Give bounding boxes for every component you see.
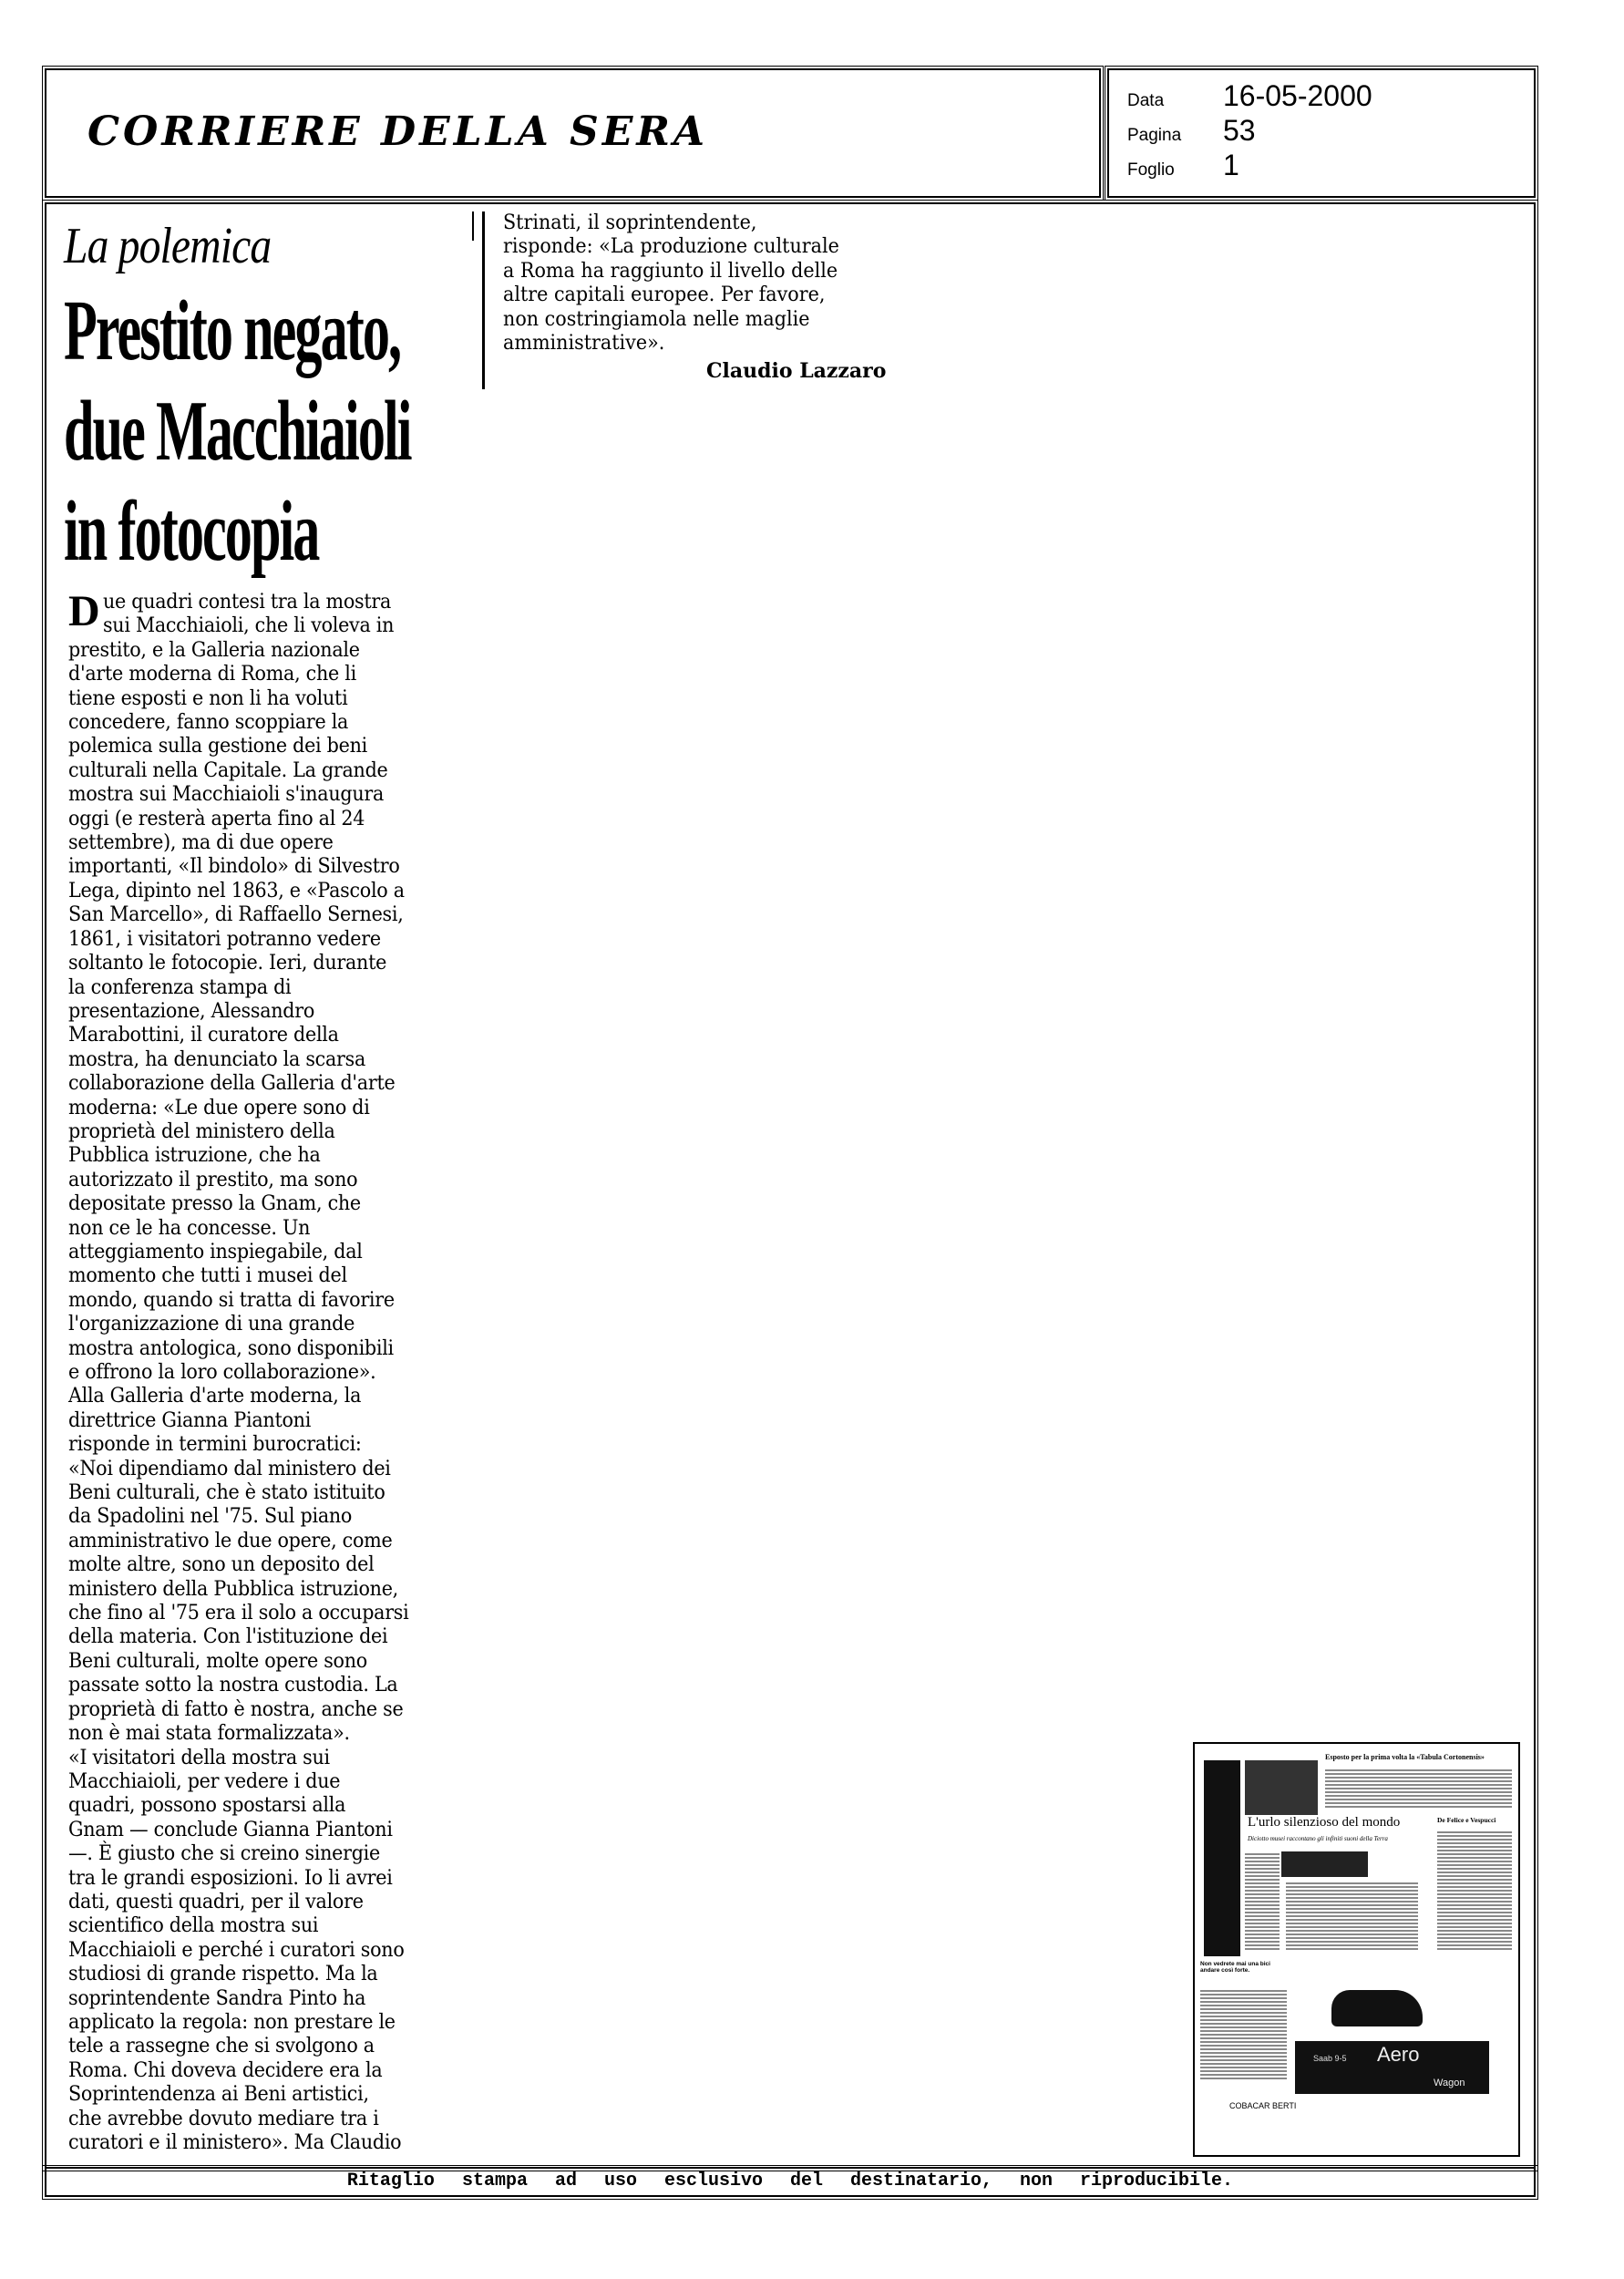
body-line: Beni culturali, che è stato istituito [68, 1481, 385, 1505]
continuation-line: amministrative». [503, 332, 665, 356]
body-line: la conferenza stampa di [68, 975, 292, 999]
thumb-photo [1281, 1851, 1368, 1877]
body-line: applicato la regola: non prestare le [68, 2010, 396, 2034]
headline-line: Prestito negato, [64, 284, 401, 378]
body-line: quadri, possono spostarsi alla [68, 1794, 346, 1818]
footer [45, 2168, 1536, 2197]
body-line: tele a rassegne che si svolgono a [68, 2035, 375, 2058]
body-line: che avrebbe dovuto mediare tra i [68, 2107, 379, 2130]
body-line: molte altre, sono un deposito del [68, 1553, 375, 1577]
body-line: d'arte moderna di Roma, che li [68, 663, 356, 686]
sheet-value: 1 [1223, 149, 1239, 181]
body-line: culturali nella Capitale. La grande [68, 758, 388, 782]
body-line: non è mai stata formalizzata». [68, 1722, 350, 1746]
body-line: 1861, i visitatori potranno vedere [68, 927, 381, 951]
body-line: Gnam — conclude Gianna Piantoni [68, 1818, 393, 1841]
newspaper-logo: CORRIERE DELLA SERA [87, 108, 709, 155]
thumb-subhead: Diciotto musei raccontano gli infiniti suoni della Terra [1248, 1835, 1388, 1842]
thumb-ad-variant: Wagon [1434, 2078, 1465, 2088]
thumb-text-block [1245, 1851, 1280, 1952]
body-line: depositate presso la Gnam, che [68, 1192, 361, 1216]
body-line: dati, questi quadri, per il valore [68, 1890, 364, 1913]
article-continuation [503, 211, 860, 356]
thumb-top-headline: Esposto per la prima volta la «Tabula Cortonensis» [1325, 1753, 1485, 1761]
page-thumbnail [1193, 1742, 1520, 2157]
continuation-line: Strinati, il soprintendente, [503, 211, 757, 234]
date-row [1127, 79, 1372, 113]
masthead [45, 68, 1101, 198]
article-kicker-wrap [64, 217, 307, 275]
body-line: proprietà del ministero della [68, 1119, 335, 1143]
body-line: Beni culturali, molte opere sono [68, 1649, 367, 1673]
continuation-line: a Roma ha raggiunto il livello delle [503, 259, 838, 283]
body-line: «I visitatori della mostra sui [68, 1746, 330, 1769]
sheet-row [1127, 149, 1239, 182]
body-line: della materia. Con l'istituzione dei [68, 1625, 388, 1649]
body-line: collaborazione della Galleria d'arte [68, 1072, 396, 1096]
drop-cap: D [68, 587, 100, 635]
byline: Claudio Lazzaro [706, 359, 887, 383]
thumb-car-image [1331, 1990, 1423, 2026]
column-rule [482, 211, 485, 389]
thumb-side-headline: De Felice e Vespucci [1437, 1816, 1496, 1824]
body-line: curatori e il ministero». Ma Claudio [68, 2131, 402, 2154]
body-line: oggi (e resterà aperta fino al 24 [68, 807, 365, 830]
thumb-ad-headline: Non vedrete mai una bici andare così forte. [1200, 1961, 1270, 1975]
body-line: autorizzato il prestito, ma sono [68, 1168, 358, 1191]
thumb-ad-text [1200, 1988, 1287, 2079]
thumb-photo [1245, 1760, 1318, 1815]
headline-line: in fotocopia [64, 484, 319, 579]
thumb-text-block [1325, 1768, 1512, 1808]
body-line: polemica sulla gestione dei beni [68, 735, 367, 758]
body-line: ministero della Pubblica istruzione, [68, 1577, 398, 1601]
continuation-line: non costringiamola nelle maglie [503, 307, 810, 331]
column-rule [472, 211, 474, 241]
body-line: Soprintendenza ai Beni artistici, [68, 2083, 369, 2107]
body-line: mostra, ha denunciato la scarsa [68, 1047, 365, 1071]
reproduction-notice: Ritaglio stampa ad uso esclusivo del destinatario, non riproducibile. [346, 2171, 1234, 2191]
clipping-metadata [1107, 68, 1536, 198]
body-line: risponde in termini burocratici: [68, 1433, 362, 1457]
body-line: soprintendente Sandra Pinto ha [68, 1986, 366, 2010]
page-value: 53 [1223, 114, 1256, 147]
body-line: direttrice Gianna Piantoni [68, 1408, 312, 1432]
body-line: tiene esposti e non li ha voluti [68, 686, 348, 710]
article-body [68, 587, 497, 2155]
body-line: Roma. Chi doveva decidere era la [68, 2058, 383, 2082]
thumb-ad-dealer: COBACAR BERTI [1229, 2101, 1297, 2110]
page-label: Pagina [1127, 126, 1182, 145]
date-value: 16-05-2000 [1223, 79, 1372, 112]
body-line: che fino al '75 era il solo a occuparsi [68, 1602, 409, 1625]
body-line: Lega, dipinto nel 1863, e «Pascolo a [68, 879, 405, 902]
continuation-line: risponde: «La produzione culturale [503, 235, 839, 259]
body-line: atteggiamento inspiegabile, dal [68, 1240, 363, 1263]
headline-line: due Macchiaioli [64, 384, 411, 479]
body-line: scientifico della mostra sui [68, 1914, 319, 1938]
thumb-text-block [1437, 1830, 1512, 1952]
date-label: Data [1127, 91, 1165, 110]
body-line: Macchiaioli, per vedere i due [68, 1769, 341, 1793]
continuation-line: altre capitali europee. Per favore, [503, 284, 826, 307]
article-kicker: La polemica [64, 218, 272, 274]
thumb-headline: L'urlo silenzioso del mondo [1248, 1815, 1401, 1830]
body-line: mondo, quando si tratta di favorire [68, 1288, 395, 1312]
body-line: mostra sui Macchiaioli s'inaugura [68, 783, 385, 807]
body-line: tra le grandi esposizioni. Io li avrei [68, 1866, 393, 1890]
body-line: amministrativo le due opere, come [68, 1529, 393, 1552]
page-row [1127, 114, 1256, 148]
body-line: soltanto le fotocopie. Ieri, durante [68, 952, 387, 975]
body-line: settembre), ma di due opere [68, 831, 334, 855]
thumb-text-block [1286, 1881, 1418, 1952]
body-line: prestito, e la Galleria nazionale [68, 638, 360, 662]
body-line: proprietà di fatto è nostra, anche se [68, 1697, 404, 1721]
sheet-label: Foglio [1127, 160, 1175, 180]
body-line: mostra antologica, sono disponibili [68, 1336, 394, 1360]
body-line: studiosi di grande rispetto. Ma la [68, 1963, 378, 1986]
body-line: e offrono la loro collaborazione». [68, 1361, 376, 1384]
body-line: non ce le ha concesse. Un [68, 1216, 311, 1240]
body-line: moderna: «Le due opere sono di [68, 1096, 370, 1119]
body-line: San Marcello», di Raffaello Sernesi, [68, 903, 404, 927]
body-line: passate sotto la nostra custodia. La [68, 1674, 398, 1697]
body-line: sui Macchiaioli, che li voleva in [102, 614, 395, 638]
body-line: Macchiaioli e perché i curatori sono [68, 1938, 405, 1962]
body-line: Alla Galleria d'arte moderna, la [68, 1385, 362, 1408]
thumb-ad-brand: Saab 9-5 [1313, 2054, 1347, 2063]
body-line: l'organizzazione di una grande [68, 1313, 355, 1336]
body-line: —. È giusto che si creino sinergie [68, 1842, 380, 1866]
body-line: ue quadri contesi tra la mostra [102, 591, 392, 614]
thumb-sidebar-column [1204, 1760, 1240, 1956]
body-line: Pubblica istruzione, che ha [68, 1144, 321, 1168]
body-line: da Spadolini nel '75. Sul piano [68, 1505, 353, 1529]
body-line: momento che tutti i musei del [68, 1264, 347, 1288]
body-line: «Noi dipendiamo dal ministero dei [68, 1457, 391, 1480]
body-line: importanti, «Il bindolo» di Silvestro [68, 855, 400, 879]
body-line: presentazione, Alessandro [68, 999, 315, 1023]
body-line: concedere, fanno scoppiare la [68, 711, 349, 735]
body-line: Marabottini, il curatore della [68, 1024, 339, 1047]
thumb-ad-model: Aero [1377, 2043, 1420, 2066]
